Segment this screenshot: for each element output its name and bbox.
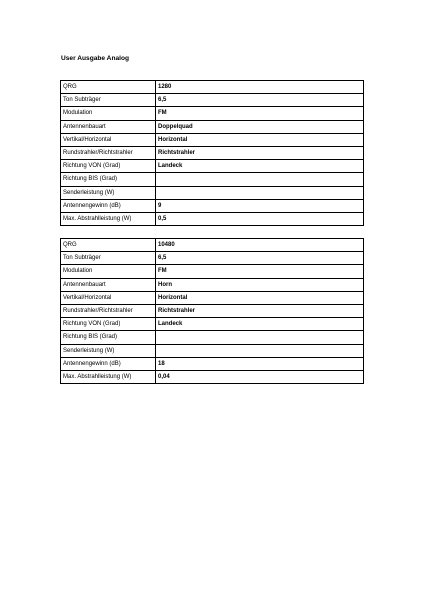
row-label: Ton Subträger — [61, 94, 156, 107]
table-row — [61, 278, 364, 291]
row-label: Richtung VON (Grad) — [61, 160, 156, 173]
table-row — [61, 265, 364, 278]
table-row — [61, 120, 364, 133]
row-value — [156, 344, 364, 357]
row-label: Antennengewinn (dB) — [61, 357, 156, 370]
row-value: 0,04 — [156, 370, 364, 383]
row-value — [156, 331, 364, 344]
row-value: 10480 — [156, 239, 364, 252]
table-row — [61, 107, 364, 120]
table-row — [61, 81, 364, 94]
row-label: Antennenbauart — [61, 278, 156, 291]
table-row — [61, 252, 364, 265]
table-row — [61, 160, 364, 173]
row-label: Senderleistung (W) — [61, 186, 156, 199]
row-value: Landeck — [156, 160, 364, 173]
table-row — [61, 186, 364, 199]
row-label: Max. Abstrahlleistung (W) — [61, 370, 156, 383]
row-value: Landeck — [156, 318, 364, 331]
table-row — [61, 318, 364, 331]
table-row — [61, 344, 364, 357]
table-row — [61, 146, 364, 159]
row-value: Horizontal — [156, 291, 364, 304]
row-label: Max. Abstrahlleistung (W) — [61, 212, 156, 225]
row-value: 0,5 — [156, 212, 364, 225]
table-row — [61, 239, 364, 252]
row-label: Modulation — [61, 107, 156, 120]
table-row — [61, 199, 364, 212]
row-value: 9 — [156, 199, 364, 212]
table-row — [61, 212, 364, 225]
table-row — [61, 291, 364, 304]
row-label: Antennengewinn (dB) — [61, 199, 156, 212]
row-label: QRG — [61, 239, 156, 252]
row-value: Richtstrahler — [156, 146, 364, 159]
row-label: Vertikal/Horizontal — [61, 291, 156, 304]
row-label: Ton Subträger — [61, 252, 156, 265]
row-value: 6,5 — [156, 94, 364, 107]
table-row — [61, 173, 364, 186]
row-label: Senderleistung (W) — [61, 344, 156, 357]
row-label: Vertikal/Horizontal — [61, 133, 156, 146]
row-label: Modulation — [61, 265, 156, 278]
page-title: User Ausgabe Analog — [61, 55, 130, 62]
table-row — [61, 94, 364, 107]
row-label: Antennenbauart — [61, 120, 156, 133]
row-value: FM — [156, 265, 364, 278]
table-row — [61, 370, 364, 383]
transmitter-table-2 — [60, 238, 364, 384]
table-row — [61, 331, 364, 344]
row-label: Rundstrahler/Richtstrahler — [61, 304, 156, 317]
row-value: 6,5 — [156, 252, 364, 265]
table-row — [61, 357, 364, 370]
row-value: Doppelquad — [156, 120, 364, 133]
transmitter-table-1 — [60, 80, 364, 226]
row-label: Richtung BIS (Grad) — [61, 173, 156, 186]
row-label: QRG — [61, 81, 156, 94]
row-value: Horn — [156, 278, 364, 291]
row-value: FM — [156, 107, 364, 120]
row-label: Rundstrahler/Richtstrahler — [61, 146, 156, 159]
table-row — [61, 304, 364, 317]
row-value — [156, 186, 364, 199]
row-value — [156, 173, 364, 186]
table-row — [61, 133, 364, 146]
row-label: Richtung VON (Grad) — [61, 318, 156, 331]
row-value: Richtstrahler — [156, 304, 364, 317]
row-value: 1280 — [156, 81, 364, 94]
row-value: Horizontal — [156, 133, 364, 146]
row-value: 18 — [156, 357, 364, 370]
row-label: Richtung BIS (Grad) — [61, 331, 156, 344]
